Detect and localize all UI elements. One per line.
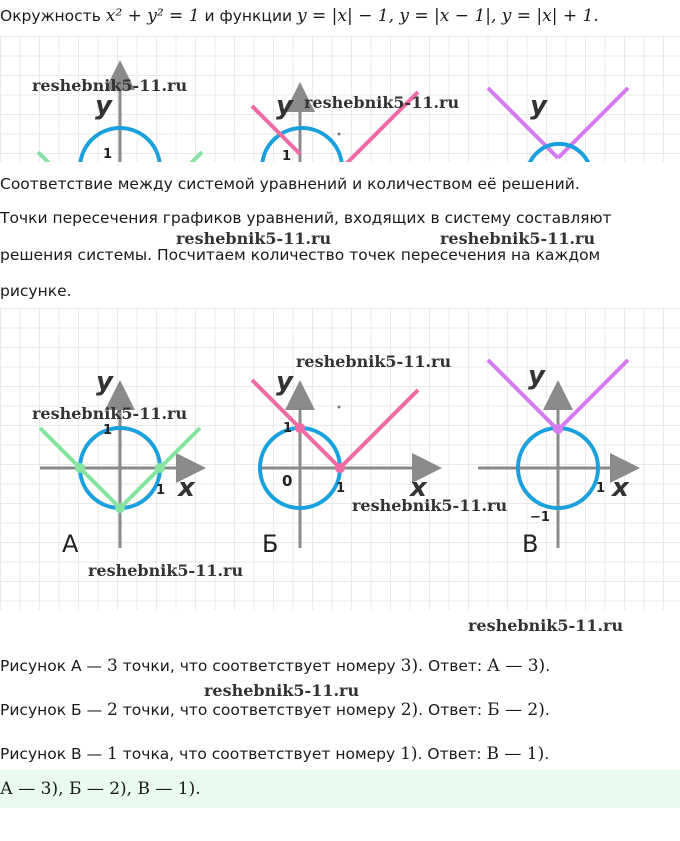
heading-prefix: Окружность <box>0 7 101 25</box>
panel-a <box>40 367 200 558</box>
panel-b-tick-x1: 1 <box>336 481 346 496</box>
panel-c-intersection <box>553 424 563 434</box>
paragraph-line-2: решения системы. Посчитаем количество точек пересечения на каждом <box>0 246 601 264</box>
final-answer: А — 3), Б — 2), В — 1). <box>0 779 201 799</box>
watermark: reshebnik5-11.ru <box>440 229 596 248</box>
result-b-middle: точки, что соответствует номеру <box>117 701 401 719</box>
panel-c-y-label: y <box>528 361 545 391</box>
result-b-answer-label: . Ответ: <box>418 701 488 719</box>
panel-c-tick-x1: 1 <box>596 481 606 496</box>
watermark: reshebnik5-11.ru <box>32 76 188 95</box>
result-c-num: 1) <box>400 744 418 764</box>
circle-equation: x² + y² = 1 <box>105 6 200 26</box>
paragraph-line-3: рисунке. <box>0 282 72 300</box>
watermark: reshebnik5-11.ru <box>468 616 624 635</box>
result-c-end: . <box>544 745 550 763</box>
panel-a-tick-y1: 1 <box>103 423 113 438</box>
result-a-end: . <box>545 657 551 675</box>
result-c-prefix: Рисунок В — <box>0 745 108 763</box>
preview-a-tick-1: 1 <box>103 147 113 162</box>
panel-a-label: А <box>62 530 79 558</box>
panel-a-intersection <box>115 503 125 513</box>
watermark: reshebnik5-11.ru <box>352 496 508 515</box>
result-a-answer: А — 3) <box>487 656 546 676</box>
watermark: reshebnik5-11.ru <box>304 93 460 112</box>
panel-b-origin: 0 <box>282 472 293 490</box>
panel-b-y-label: y <box>276 367 293 397</box>
result-c-middle: точка, что соответствует номеру <box>117 745 401 763</box>
watermark: reshebnik5-11.ru <box>32 404 188 423</box>
panel-a-tick-x1: 1 <box>156 483 166 498</box>
result-b-answer: Б — 2) <box>487 700 545 720</box>
result-a-middle: точки, что соответствует номеру <box>117 657 401 675</box>
result-b-end: . <box>544 701 550 719</box>
preview-b-tick-1: 1 <box>282 149 292 162</box>
preview-c-circle <box>528 144 590 162</box>
paragraph-correspondence: Соответствие между системой уравнений и количеством её решений. <box>0 175 580 193</box>
preview-b-circle <box>262 128 342 162</box>
watermark: reshebnik5-11.ru <box>88 561 244 580</box>
preview-a-left-line <box>38 152 54 162</box>
result-c-answer-label: . Ответ: <box>417 745 487 763</box>
panel-c-label: В <box>522 530 539 558</box>
preview-b-dot <box>338 133 341 136</box>
functions-equation: y = |x| − 1, y = |x − 1|, y = |x| + 1. <box>297 6 599 26</box>
panel-c-x-label: x <box>612 473 629 503</box>
paragraph-line-1: Точки пересечения графиков уравнений, входящих в систему составляют <box>0 209 612 227</box>
result-a-prefix: Рисунок А — <box>0 657 107 675</box>
panel-a-intersection <box>155 463 165 473</box>
problem-heading <box>0 6 599 26</box>
panel-b-x-label: x <box>410 473 427 503</box>
result-c-answer: В — 1) <box>486 744 545 764</box>
result-c <box>0 744 549 764</box>
result-a-num: 3) <box>400 656 419 676</box>
panel-a-y-label: y <box>96 367 113 397</box>
watermark: reshebnik5-11.ru <box>204 681 360 700</box>
heading-middle: и функции <box>204 7 293 25</box>
watermark: reshebnik5-11.ru <box>296 352 452 371</box>
panel-b <box>252 367 436 558</box>
preview-a-right-line <box>186 152 202 162</box>
panel-b-tick-y1: 1 <box>283 421 293 436</box>
result-a-answer-label: . Ответ: <box>418 657 488 675</box>
watermark: reshebnik5-11.ru <box>176 229 332 248</box>
result-b <box>0 700 550 720</box>
preview-a-y-label: y <box>95 91 112 121</box>
preview-c-right-line <box>558 88 628 158</box>
panel-c-tick-y-minus1: −1 <box>530 510 550 525</box>
preview-c-y-label: y <box>530 91 547 121</box>
panel-b-label: Б <box>262 530 279 558</box>
panel-b-intersection <box>335 463 345 473</box>
panel-c <box>478 360 634 558</box>
preview-b-y-label: y <box>276 91 293 121</box>
result-b-num: 2) <box>400 700 419 720</box>
panel-a-intersection <box>75 463 85 473</box>
result-b-count: 2 <box>107 700 118 720</box>
result-a-count: 3 <box>106 656 118 676</box>
panel-b-dot <box>338 406 341 409</box>
result-a <box>0 656 550 676</box>
result-b-prefix: Рисунок Б — <box>0 701 108 719</box>
panel-a-x-label: x <box>178 473 195 503</box>
panel-b-intersection <box>295 423 305 433</box>
final-answer-box <box>0 770 680 808</box>
result-c-count: 1 <box>107 744 118 764</box>
